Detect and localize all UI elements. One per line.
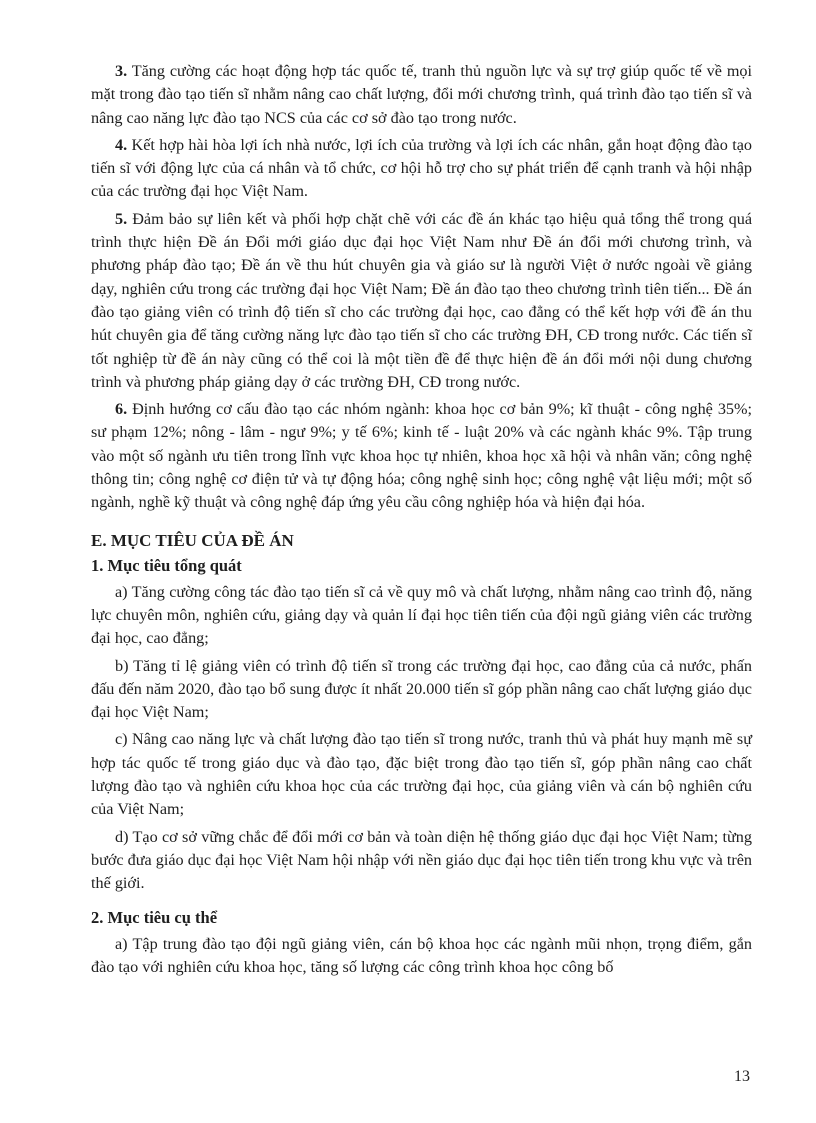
paragraph-number: 5. — [115, 209, 128, 228]
principle-3-paragraph — [91, 60, 752, 130]
specific-objective-a: a) Tập trung đào tạo đội ngũ giảng viên, cán bộ khoa học các ngành mũi nhọn, trọng điểm, gắn đào tạo với nghiên cứu khoa học, tăng số lượng các công trình khoa học công bố — [91, 934, 752, 976]
general-objective-a: a) Tăng cường công tác đào tạo tiến sĩ cả về quy mô và chất lượng, nhằm nâng cao trình độ, năng lực chuyên môn, nghiên cứu, giảng dạy và quản lí đại học tiên tiến của đội ngũ giảng viên các trường đại học, cao đẳng; — [91, 582, 752, 648]
paragraph-text: Kết hợp hài hòa lợi ích nhà nước, lợi ích của trường và lợi ích các nhân, gắn hoạt động đào tạo tiến sĩ với động lực của cá nhân và tổ chức, cơ hội hỗ trợ cho sự phát triển để cạnh tranh và hội nhập của các trường đại học Việt Nam. — [91, 135, 752, 201]
section-heading: E. MỤC TIÊU CỦA ĐỀ ÁN — [91, 530, 294, 550]
document-page — [91, 60, 752, 979]
paragraph-text: Tăng cường các hoạt động hợp tác quốc tế, tranh thủ nguồn lực và sự trợ giúp quốc tế về mọi mặt trong đào tạo tiến sĩ nhằm nâng cao chất lượng, đổi mới chương trình, quá trình đào tạo tiến sĩ và nâng cao năng lực đào tạo NCS của các cơ sở đào tạo trong nước. — [91, 62, 752, 127]
general-objective-b: b) Tăng tỉ lệ giảng viên có trình độ tiến sĩ trong các trường đại học, cao đẳng của cả nước, phấn đấu đến năm 2020, đào tạo bổ sung được ít nhất 20.000 tiến sĩ góp phần nâng cao chất lượng giáo dục đại học Việt Nam; — [91, 656, 752, 722]
page-number: 13 — [734, 1068, 750, 1085]
paragraph-number: 4. — [115, 135, 128, 154]
paragraph-text: Định hướng cơ cấu đào tạo các nhóm ngành: khoa học cơ bản 9%; kĩ thuật - công nghệ 35%; sư phạm 12%; nông - lâm - ngư 9%; y tế 6%; kinh tế - luật 20% và các ngành khác 9%. Tập trung vào một số ngành ưu tiên trong lĩnh vực khoa học tự nhiên, khoa học xã hội và nhân văn; công nghệ thông tin; công nghệ cơ điện tử và tự động hóa; công nghệ sinh học; công nghệ vật liệu mới; một số ngành, nghề kỹ thuật và công nghệ đáp ứng yêu cầu công nghiệp hóa và hiện đại hóa. — [91, 400, 752, 512]
principle-5-paragraph — [91, 208, 752, 394]
paragraph-text: Đảm bảo sự liên kết và phối hợp chặt chẽ với các đề án khác tạo hiệu quả tổng thể trong quá trình thực hiện Đề án Đổi mới giáo dục đại học Việt Nam như Đề án đổi mới chương trình, và phương pháp đào tạo; Đề án về thu hút chuyên gia và giáo sư là người Việt ở nước ngoài về giảng dạy, nghiên cứu trong các trường đại học Việt Nam; Đề án đào tạo theo chương trình tiên tiến... Đề án đào tạo giảng viên có trình độ tiến sĩ cho các trường đại học, cao đẳng có thể kết hợp với đề án thu hút chuyên gia để tăng cường năng lực đào tạo tiến sĩ cho các trường ĐH, CĐ trong nước. Các tiến sĩ tốt nghiệp từ đề án này cũng có thể coi là một tiền đề để thực hiện đề án đổi mới nội dung chương trình và phương pháp giảng dạy ở các trường ĐH, CĐ trong nước. — [91, 209, 752, 391]
paragraph-number: 3. — [115, 62, 128, 80]
general-objectives-heading: 1. Mục tiêu tổng quát — [91, 555, 242, 575]
principle-4-paragraph — [91, 134, 752, 204]
general-objective-c: c) Nâng cao năng lực và chất lượng đào tạo tiến sĩ trong nước, tranh thủ và phát huy mạnh mẽ sự hợp tác quốc tế trong giáo dục và đào tạo, đặc biệt trong đào tạo tiến sĩ, góp phần nâng cao chất lượng đào tạo và nghiên cứu khoa học của các trường đại học, của giảng viên và cán bộ nghiên cứu của Việt Nam; — [91, 730, 752, 819]
paragraph-number: 6. — [115, 400, 128, 419]
specific-objectives-heading: 2. Mục tiêu cụ thể — [91, 907, 218, 927]
general-objective-d: d) Tạo cơ sở vững chắc để đổi mới cơ bản và toàn diện hệ thống giáo dục đại học Việt Nam; từng bước đưa giáo dục đại học Việt Nam hội nhập với nền giáo dục đại học tiên tiến trong khu vực và trên thế giới. — [91, 827, 752, 893]
principle-6-paragraph — [91, 398, 752, 514]
